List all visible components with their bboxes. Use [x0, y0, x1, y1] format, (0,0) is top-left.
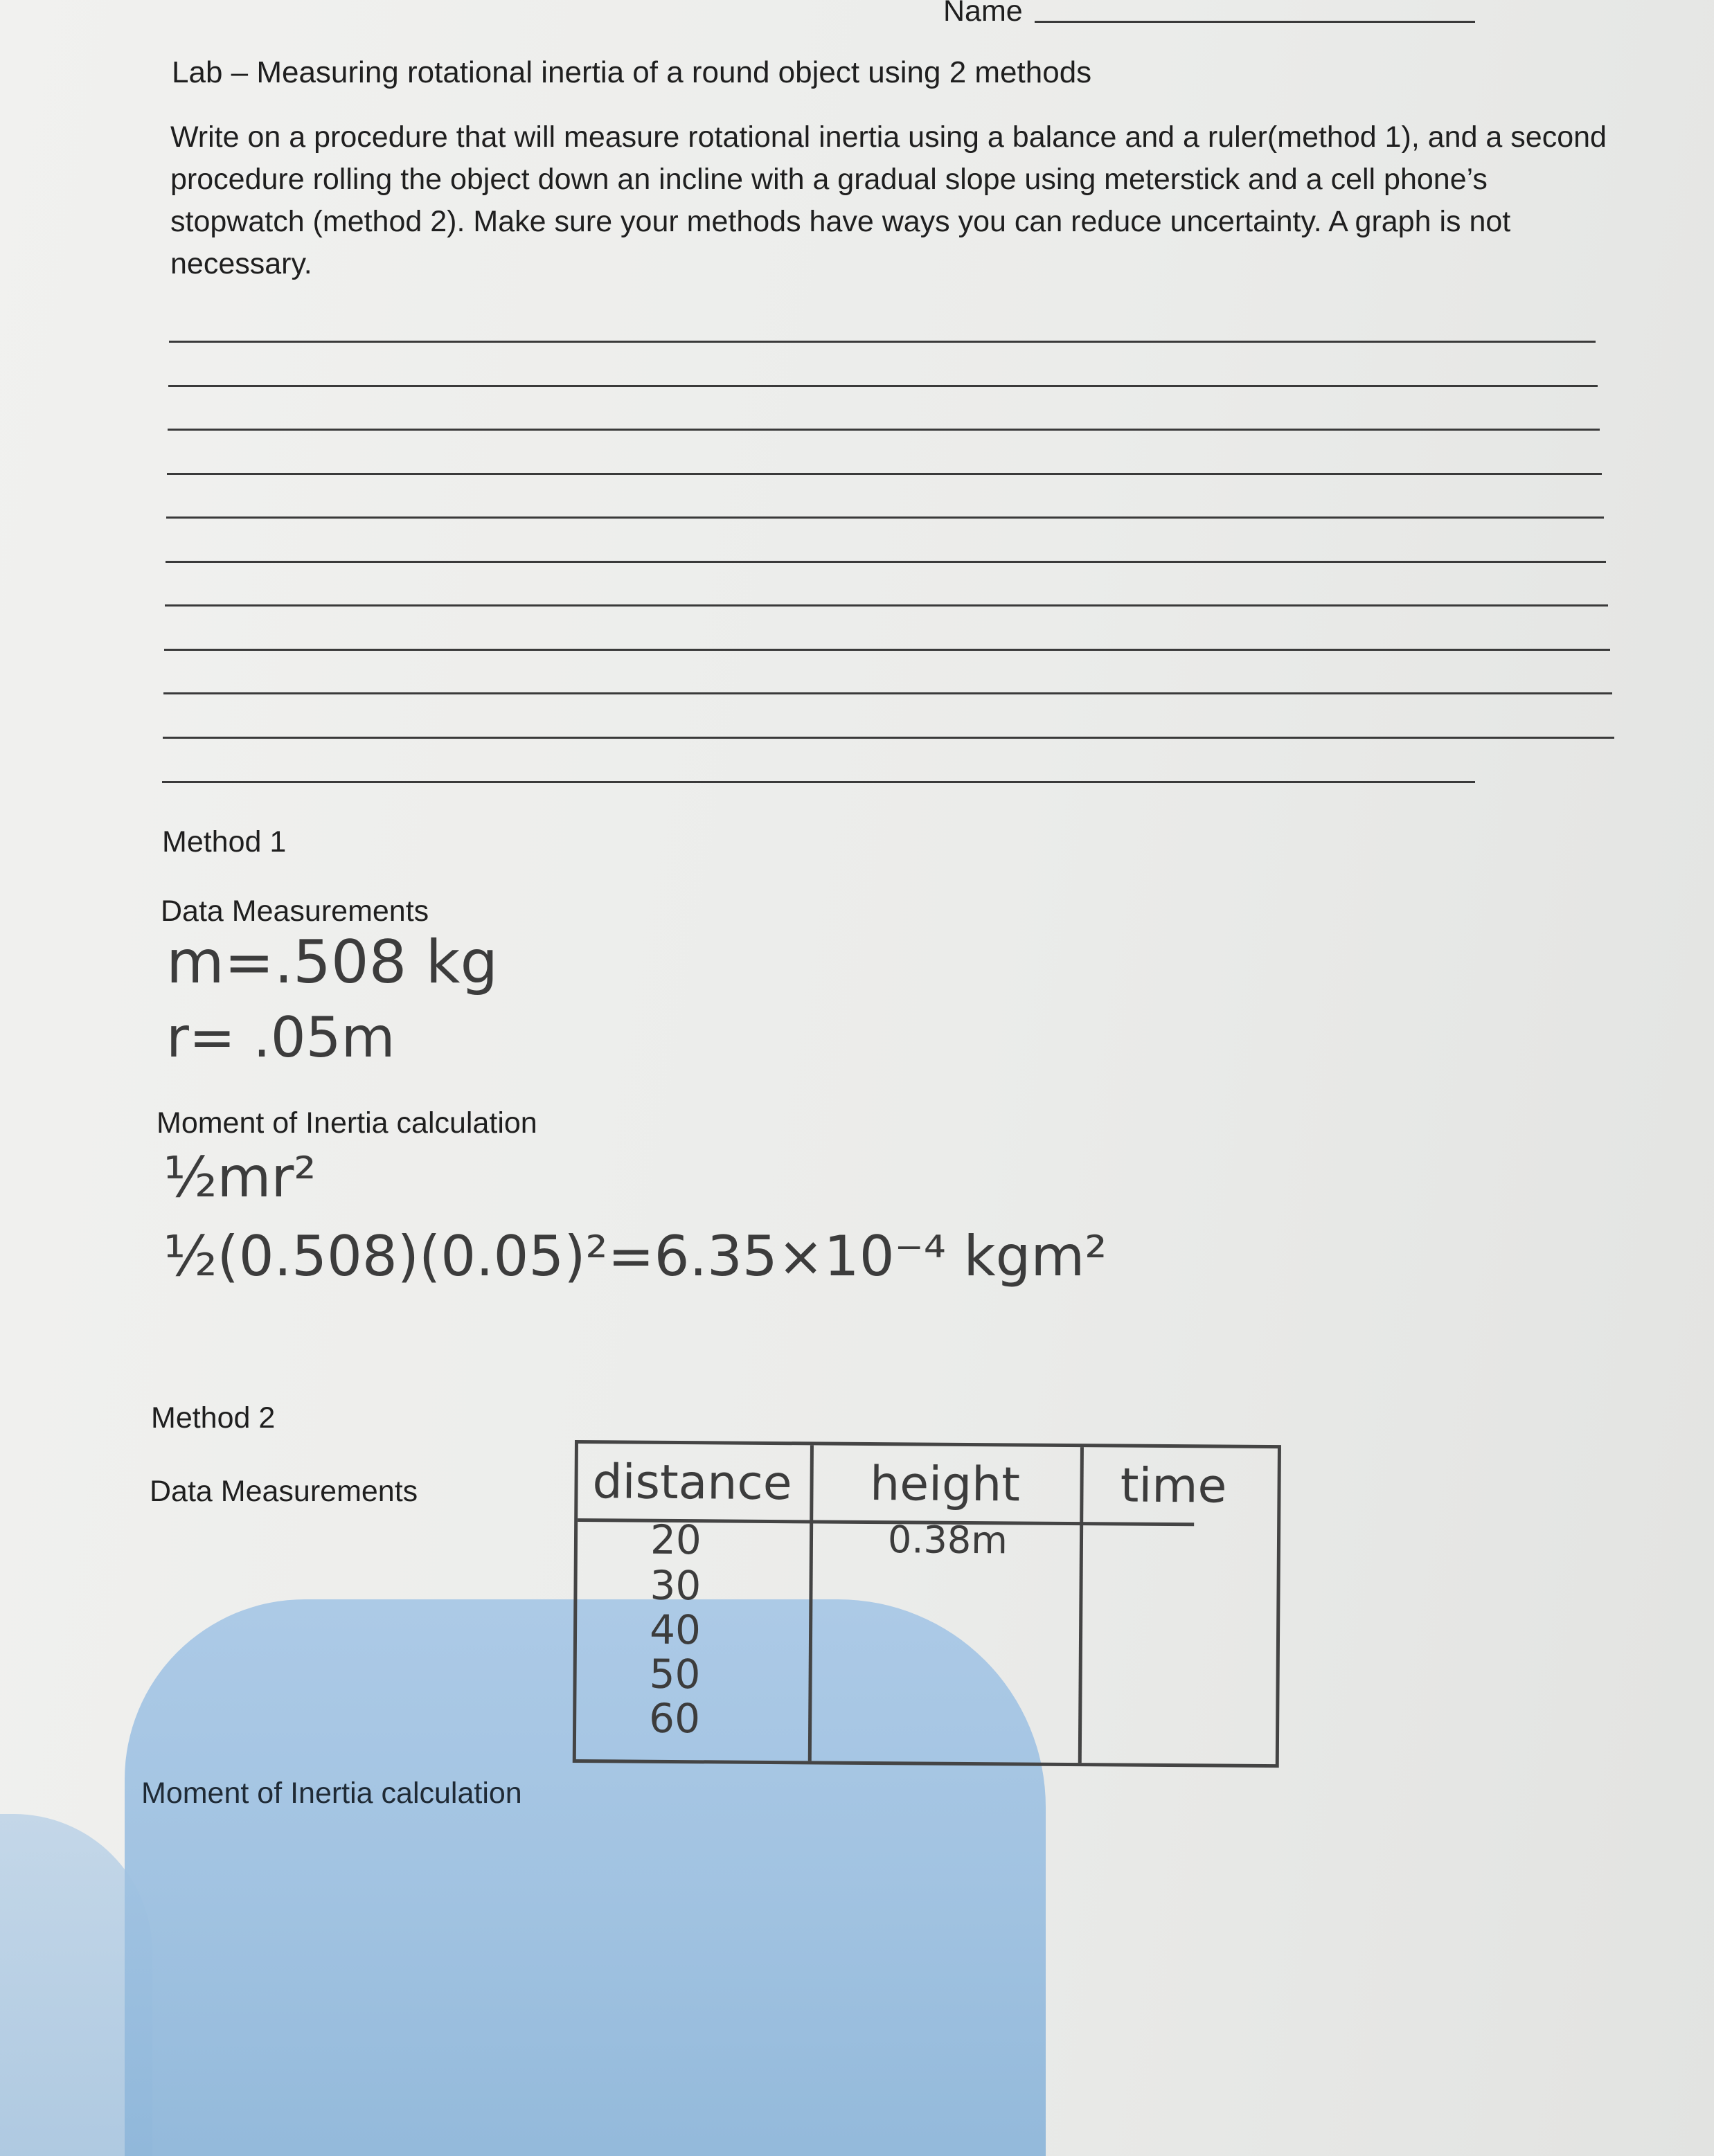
table-header-time: time: [1120, 1458, 1227, 1514]
writing-line: [163, 692, 1612, 694]
writing-line: [167, 473, 1602, 475]
table-column-divider: [1078, 1447, 1084, 1763]
inertia-formula: ½mr²: [163, 1145, 316, 1210]
mass-measurement: m=.508 kg: [166, 928, 499, 997]
table-cell-distance: 30: [650, 1561, 702, 1610]
data-table: [573, 1440, 1281, 1768]
table-cell-distance: 40: [649, 1606, 702, 1654]
table-header-distance: distance: [592, 1454, 792, 1511]
writing-line: [163, 737, 1614, 739]
writing-line: [168, 429, 1600, 431]
method2-data-label: Data Measurements: [150, 1475, 418, 1508]
writing-line: [164, 649, 1610, 651]
table-cell-height: 0.38m: [887, 1518, 1008, 1563]
writing-line: [168, 385, 1598, 387]
table-cell-distance: 20: [650, 1516, 702, 1564]
method1-heading: Method 1: [162, 825, 287, 859]
instructions-paragraph: Write on a procedure that will measure rotational inertia using a balance and a ruler(method 1), and a second procedure rolling the object down an incline with a gradual slope using meterstick and a cell phone’s stopwatch (method 2). Make sure your methods have ways you can reduce uncertainty. A graph is not necessary.: [170, 120, 1607, 280]
writing-line: [169, 341, 1596, 343]
method1-calc-label: Moment of Inertia calculation: [157, 1106, 537, 1140]
name-line: [1035, 21, 1475, 23]
table-header-height: height: [869, 1456, 1021, 1512]
method2-calc-label: Moment of Inertia calculation: [141, 1777, 522, 1810]
name-label: Name: [943, 0, 1023, 28]
writing-line: [166, 516, 1604, 519]
writing-line: [166, 561, 1606, 563]
radius-measurement: r= .05m: [166, 1005, 395, 1070]
method2-heading: Method 2: [151, 1401, 276, 1435]
writing-line: [162, 781, 1475, 783]
writing-line: [165, 604, 1608, 607]
table-cell-distance: 50: [649, 1650, 701, 1698]
inertia-result: ½(0.508)(0.05)²=6.35×10⁻⁴ kgm²: [163, 1224, 1107, 1288]
table-column-divider: [808, 1445, 814, 1761]
table-cell-distance: 60: [648, 1694, 701, 1743]
page-title: Lab – Measuring rotational inertia of a round object using 2 methods: [172, 55, 1092, 89]
method1-data-label: Data Measurements: [161, 895, 429, 928]
